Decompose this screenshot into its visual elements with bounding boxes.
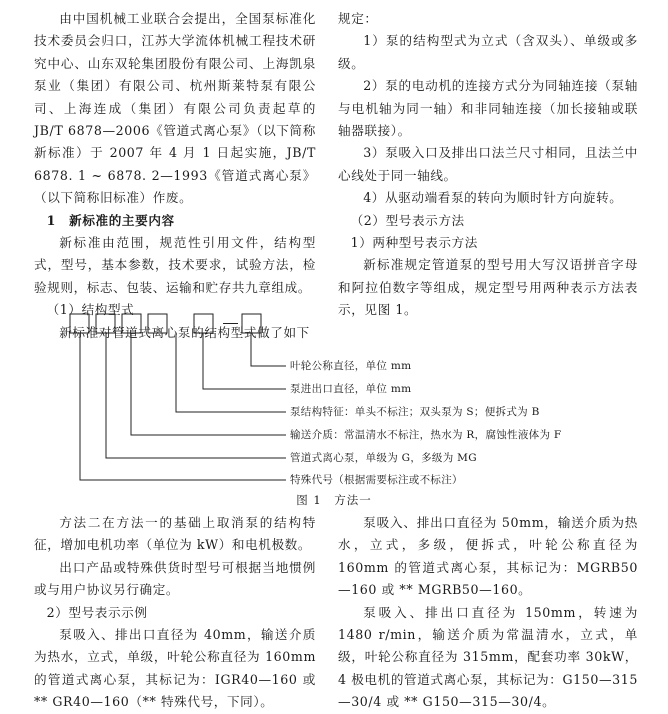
label-impeller-diameter: 叶轮公称直径，单位 mm bbox=[290, 360, 412, 372]
example-title: 2）型号表示示例 bbox=[46, 604, 148, 620]
leader-impeller bbox=[251, 333, 286, 366]
leader-port bbox=[203, 333, 286, 389]
example-3: 泵吸入、排出口直径为 150mm，转速为 1480 r/min，输送介质为常温清水，立式，单级，叶轮公称直径为 315mm，配套功率 30kW，4 极电机的管道式离心泵，其标记为：G150—315—30/4 或 ** G150—315—30/4。 bbox=[338, 604, 638, 710]
rule-3: 3）泵吸入口及排出口法兰尺寸相同，且法兰中心线处于同一轴线。 bbox=[338, 145, 638, 183]
code-box-structure bbox=[148, 314, 167, 333]
label-pump-type: 管道式离心泵，单级为 G，多级为 MG bbox=[290, 452, 477, 464]
code-box-special bbox=[70, 314, 89, 333]
right-column-top bbox=[338, 8, 638, 322]
method-two-paragraph: 方法二在方法一的基础上取消泵的结构特征，增加电机功率（单位为 kW）和电机极数。 bbox=[34, 515, 316, 553]
label-special-code: 特殊代号（根据需要标注或不标注） bbox=[290, 474, 463, 486]
label-port-diameter: 泵进出口直径，单位 mm bbox=[290, 383, 412, 395]
code-box-medium bbox=[122, 314, 141, 333]
code-box-impeller bbox=[242, 314, 261, 333]
export-paragraph: 出口产品或特殊供货时型号可根据当地惯例或与用户协议另行确定。 bbox=[34, 559, 316, 598]
code-box-port-diameter bbox=[194, 314, 213, 333]
left-column-top bbox=[34, 8, 316, 344]
example-2: 泵吸入、排出口直径为 50mm，输送介质为热水，立式，多级，便拆式，叶轮公称直径为 160mm 的管道式离心泵，其标记为：MGRB50—160 或 ** MGRB50—160。 bbox=[338, 515, 638, 598]
rule-2: 2）泵的电动机的连接方式分为同轴连接（泵轴与电机轴为同一轴）和非同轴连接（加长接轴或联轴器联接）。 bbox=[338, 78, 638, 139]
left-column-bottom bbox=[34, 512, 316, 714]
subheading-model: （2）型号表示方法 bbox=[350, 212, 465, 228]
right-column-bottom bbox=[338, 512, 638, 714]
structure-paragraph: 新标准对管道式离心泵的结构型式做了如下 bbox=[59, 324, 310, 340]
subheading-structure: （1）结构型式 bbox=[46, 302, 135, 318]
label-medium: 输送介质：常温清水不标注，热水为 R，腐蚀性液体为 F bbox=[290, 429, 562, 441]
leader-medium bbox=[131, 333, 286, 435]
rule-1: 1）泵的结构型式为立式（含双头）、单级或多级。 bbox=[338, 33, 638, 71]
model-method-title: 1）两种型号表示方法 bbox=[350, 235, 478, 251]
content-paragraph: 新标准由范围，规范性引用文件，结构型式，型号，基本参数，技术要求，试验方法，检验规则，标志、包装、运输和贮存共九章组成。 bbox=[34, 235, 316, 295]
model-paragraph: 新标准规定管道泵的型号用大写汉语拼音字母和阿拉伯数字等组成，规定型号用两种表示方法表示，见图 1。 bbox=[338, 257, 638, 318]
section-heading: 1 新标准的主要内容 bbox=[46, 212, 175, 228]
rule-4: 4）从驱动端看泵的转向为顺时针方向旋转。 bbox=[363, 190, 623, 206]
continuation-text: 规定： bbox=[338, 11, 378, 26]
intro-paragraph: 由中国机械工业联合会提出，全国泵标准化技术委员会归口，江苏大学流体机械工程技术研究中心、山东双轮集团股份有限公司、上海凯泉泵业（集团）有限公司、杭州斯莱特泵有限公司、上海连成（集团）有限公司负责起草的 JB/T 6878—2006《管道式离心泵》（以下简称新标准）于 2007 年 4 月 1 日起实施，JB/T 6878. 1 ~ 6878. 2—1993《管道式离心泵》（以下简称旧标准）作废。 bbox=[34, 11, 316, 206]
example-1: 泵吸入、排出口直径为 40mm，输送介质为热水，立式，单级，叶轮公称直径为 160mm 的管道式离心泵，其标记为：IGR40—160 或 ** GR40—160（** 特殊代号，下同）。 bbox=[34, 627, 316, 710]
leader-pump-type bbox=[106, 333, 286, 458]
leader-structure bbox=[176, 333, 286, 412]
label-structure-feature: 泵结构特征：单头不标注；双头泵为 S；便拆式为 B bbox=[290, 406, 540, 418]
figure-1-diagram bbox=[0, 306, 668, 506]
figure-caption: 图 1 方法一 bbox=[296, 493, 372, 507]
code-box-pump-type bbox=[96, 314, 115, 333]
